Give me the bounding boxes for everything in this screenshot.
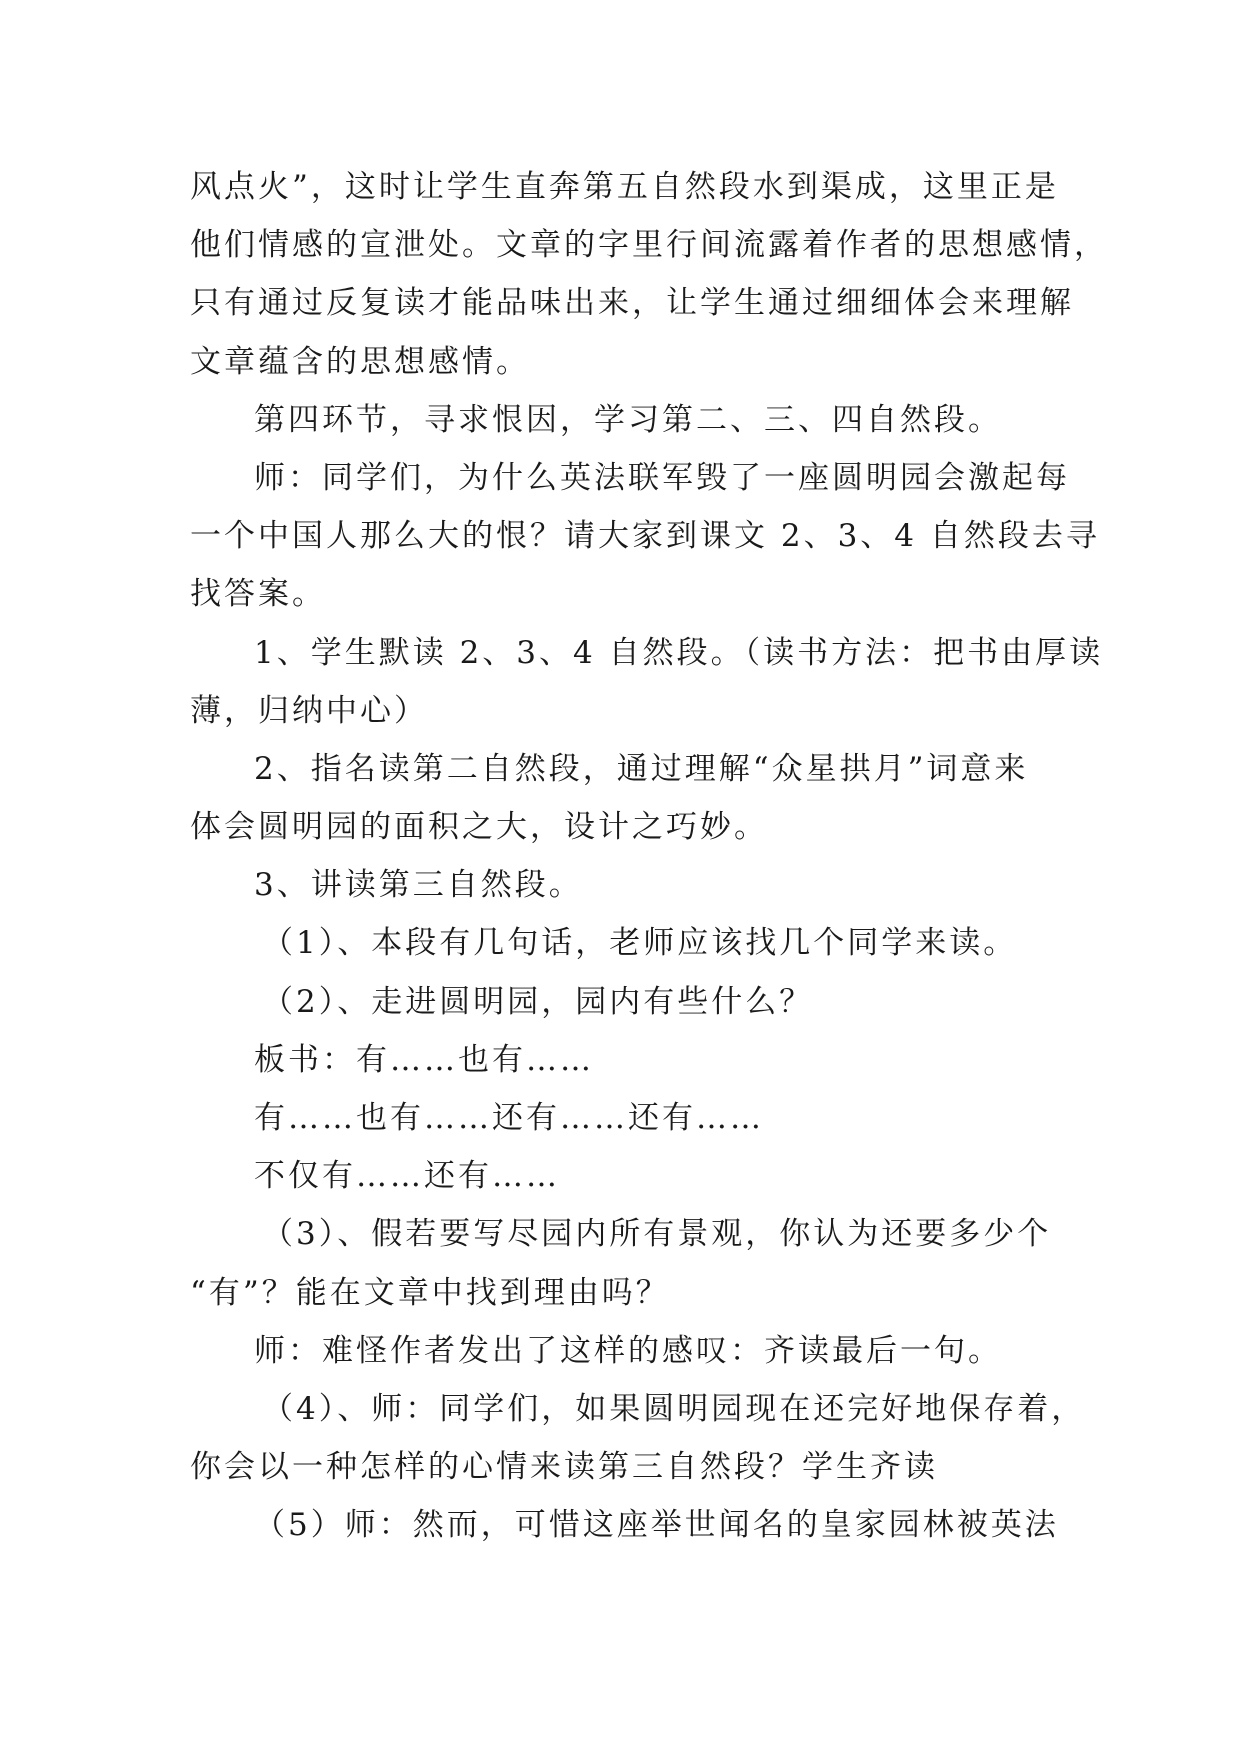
document-text-body bbox=[190, 158, 1108, 1555]
text-line: 2、指名读第二自然段，通过理解“众星拱月”词意来 bbox=[254, 750, 1029, 787]
text-line: 薄，归纳中心） bbox=[190, 692, 428, 729]
text-line: 你会以一种怎样的心情来读第三自然段？学生齐读 bbox=[190, 1449, 938, 1486]
text-line: 找答案。 bbox=[190, 576, 326, 613]
text-line: （2）、走进圆明园，园内有些什么？ bbox=[262, 983, 814, 1020]
text-line: 1、学生默读 2、3、4 自然段。（读书方法：把书由厚读 bbox=[254, 634, 1104, 671]
text-line: （5）师：然而，可惜这座举世闻名的皇家园林被英法 bbox=[254, 1507, 1059, 1544]
text-line: 体会圆明园的面积之大，设计之巧妙。 bbox=[190, 809, 768, 846]
text-line: 师：难怪作者发出了这样的感叹：齐读最后一句。 bbox=[254, 1332, 1002, 1369]
text-line: 有……也有……还有……还有…… bbox=[254, 1100, 764, 1136]
text-line: 他们情感的宣泄处。文章的字里行间流露着作者的思想感情， bbox=[190, 227, 1108, 264]
text-line: （4）、师：同学们，如果圆明园现在还完好地保存着， bbox=[262, 1390, 1086, 1427]
text-line: 第四环节，寻求恨因，学习第二、三、四自然段。 bbox=[254, 401, 1002, 438]
text-line: （3）、假若要写尽园内所有景观，你认为还要多少个 bbox=[262, 1216, 1052, 1253]
text-line: （1）、本段有几句话，老师应该找几个同学来读。 bbox=[262, 925, 1018, 962]
text-line: 只有通过反复读才能品味出来，让学生通过细细体会来理解 bbox=[190, 285, 1074, 322]
text-line: 不仅有……还有…… bbox=[254, 1158, 560, 1195]
text-line: 板书：有……也有…… bbox=[254, 1041, 594, 1078]
text-line: “有”？能在文章中找到理由吗？ bbox=[190, 1274, 670, 1311]
text-line: 风点火”，这时让学生直奔第五自然段水到渠成，这里正是 bbox=[190, 169, 1059, 205]
text-line: 师：同学们，为什么英法联军毁了一座圆明园会激起每 bbox=[254, 459, 1070, 496]
text-line: 文章蕴含的思想感情。 bbox=[190, 343, 530, 380]
text-line: 3、讲读第三自然段。 bbox=[254, 867, 583, 904]
text-line: 一个中国人那么大的恨？请大家到课文 2、3、4 自然段去寻 bbox=[190, 518, 1100, 555]
